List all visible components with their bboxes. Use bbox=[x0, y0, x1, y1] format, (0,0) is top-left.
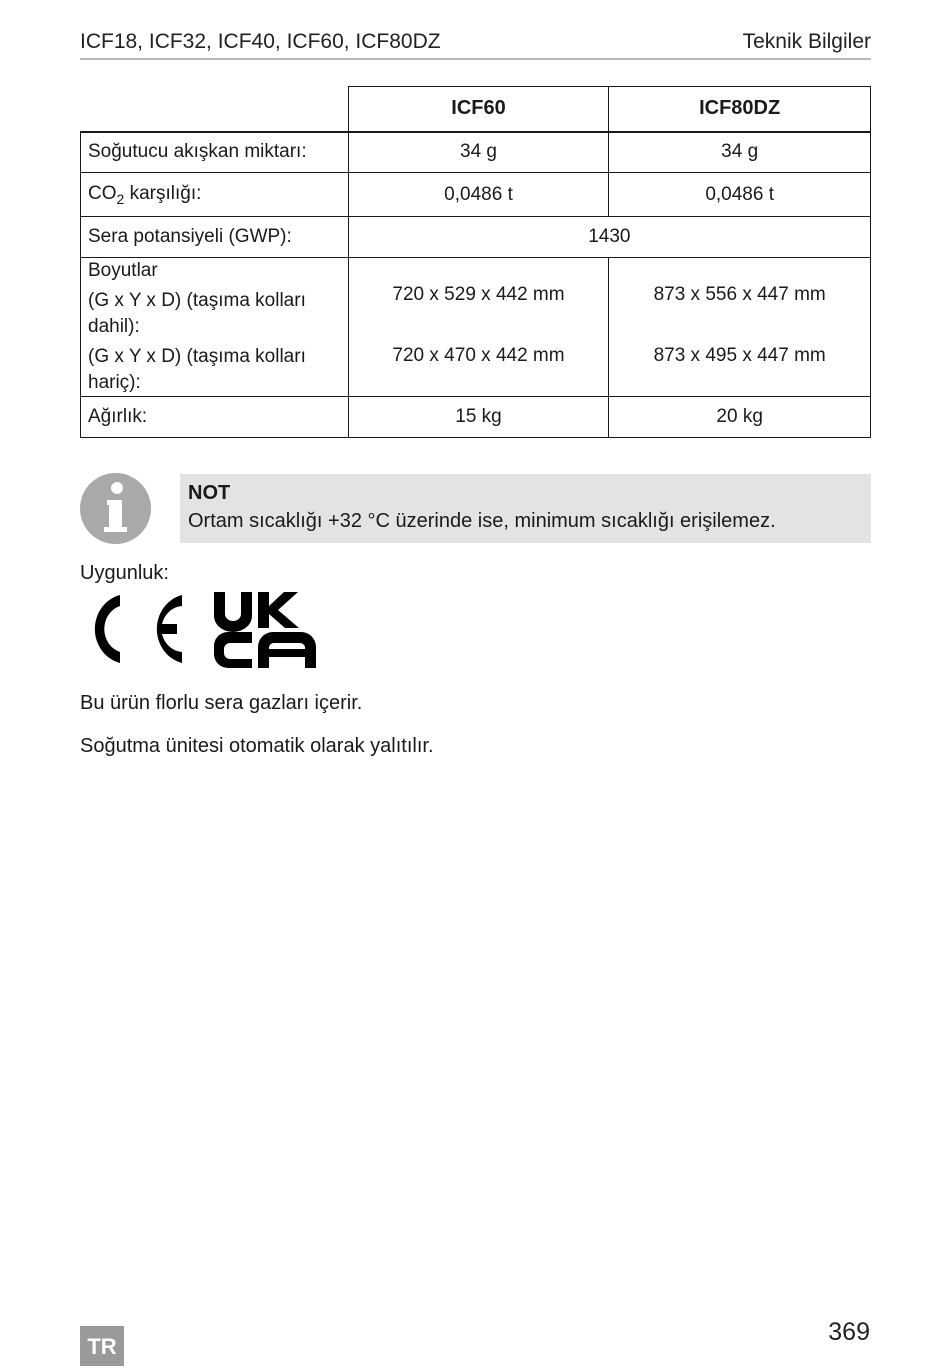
table-row bbox=[81, 132, 871, 173]
dimensions-without-handles-label: (G x Y x D) (taşıma kolları hariç): bbox=[88, 346, 306, 393]
table-row bbox=[81, 217, 871, 258]
note-box bbox=[180, 474, 871, 543]
row-label-gwp: Sera potansiyeli (GWP): bbox=[81, 217, 349, 258]
header-models: ICF18, ICF32, ICF40, ICF60, ICF80DZ bbox=[80, 30, 441, 53]
page-number: 369 bbox=[828, 1318, 870, 1346]
table-row bbox=[81, 173, 871, 217]
header-section: Teknik Bilgiler bbox=[742, 30, 871, 53]
language-badge: TR bbox=[80, 1326, 124, 1366]
gwp-value: 1430 bbox=[348, 217, 870, 258]
dimensions-icf80dz bbox=[609, 258, 871, 397]
refrigerant-icf60: 34 g bbox=[348, 132, 609, 173]
dimensions-icf60-with: 720 x 529 x 442 mm bbox=[392, 283, 565, 305]
row-label-dimensions bbox=[81, 258, 349, 397]
co2-icf80dz: 0,0486 t bbox=[609, 173, 871, 217]
row-label-refrigerant: Soğutucu akışkan miktarı: bbox=[81, 132, 349, 173]
table-row bbox=[81, 258, 871, 397]
column-header-icf60: ICF60 bbox=[348, 87, 609, 132]
dimensions-icf80dz-with: 873 x 556 x 447 mm bbox=[653, 283, 826, 305]
ce-ukca-logo bbox=[80, 590, 320, 670]
weight-icf60: 15 kg bbox=[348, 397, 609, 438]
dimensions-icf80dz-without: 873 x 495 x 447 mm bbox=[653, 344, 826, 366]
column-header-icf80dz: ICF80DZ bbox=[609, 87, 871, 132]
paragraph-fluorinated-gases: Bu ürün florlu sera gazları içerir. bbox=[80, 692, 363, 714]
row-label-co2: $CO_2$ karşılığı: bbox=[81, 173, 349, 217]
row-label-weight: Ağırlık: bbox=[81, 397, 349, 438]
dimensions-icf60 bbox=[348, 258, 609, 397]
note-title: NOT bbox=[188, 482, 231, 504]
weight-icf80dz: 20 kg bbox=[609, 397, 871, 438]
conformity-marks bbox=[80, 590, 320, 670]
dimensions-icf60-without: 720 x 470 x 442 mm bbox=[392, 344, 565, 366]
spec-table bbox=[80, 86, 871, 438]
table-row bbox=[81, 397, 871, 438]
dimensions-title: Boyutlar bbox=[88, 260, 158, 281]
refrigerant-icf80dz: 34 g bbox=[609, 132, 871, 173]
paragraph-hermetically-sealed: Soğutma ünitesi otomatik olarak yalıtılır. bbox=[80, 735, 434, 757]
page-header bbox=[80, 30, 871, 60]
dimensions-with-handles-label: (G x Y x D) (taşıma kolları dahil): bbox=[88, 290, 306, 337]
table-header-row bbox=[81, 87, 871, 132]
note-text: Ortam sıcaklığı +32 °C üzerinde ise, minimum sıcaklığı erişilemez. bbox=[188, 510, 776, 532]
co2-icf60: 0,0486 t bbox=[348, 173, 609, 217]
conformity-label: Uygunluk: bbox=[80, 562, 169, 584]
info-icon bbox=[80, 473, 151, 544]
